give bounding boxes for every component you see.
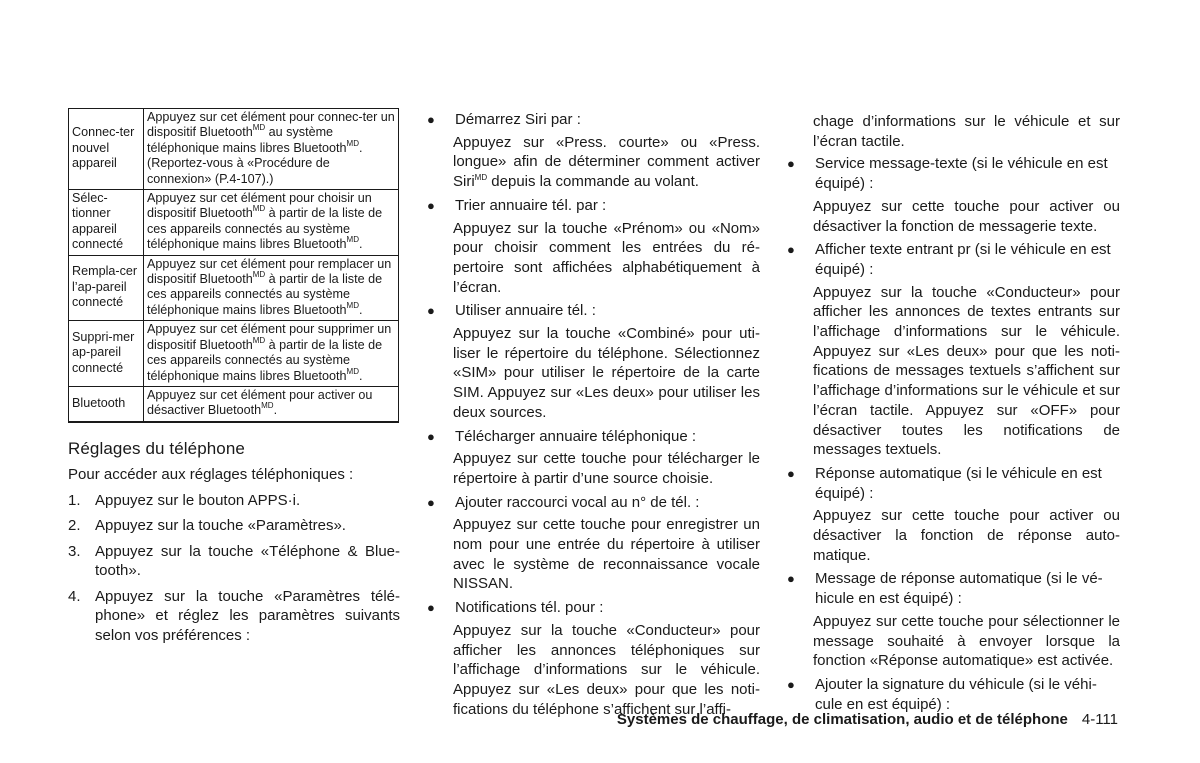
trademark-sup: MD [346,138,359,148]
left-column [68,108,400,651]
step-text: Appuyez sur la touche «Paramètres télé-phone» et réglez les paramètres suivants selon vos préférences : [95,587,400,644]
bullet-item [425,427,760,447]
trademark-sup: MD [252,204,266,214]
list-item [68,587,400,646]
section-heading: Réglages du téléphone [68,438,245,458]
bullet-label: Afficher texte entrant pr (si le véhicule en est équipé) : [815,241,1111,278]
bullet-description: Appuyez sur la touche «Conducteur» pour afficher les annonces téléphoniques sur l’affichage d’informations sur le véhicule. Appuyez sur «Les deux» pour que les noti-fications du téléphone s’affichent sur l’affi- [453,621,760,718]
step-text: Appuyez sur la touche «Paramètres». [95,517,346,535]
table-value: Appuyez sur cet élément pour supprimer un dispositif Bluetooth$^{MD}$ à partir de la liste de ces appareils connectés au système téléphonique mains libres Bluetooth$^{MD}$. [144,321,399,387]
bullet-label: Trier annuaire tél. par : [455,196,607,214]
bullet-label: Ajouter raccourci vocal au n° de tél. : [455,493,700,511]
device-settings-table [68,108,399,423]
bullet-icon: ● [427,428,435,444]
table-row [69,386,399,421]
continued-text: chage d’informations sur le véhicule et sur l’écran tactile. [813,113,1120,150]
bullet-description: Appuyez sur cette touche pour enregistrer un nom pour une entrée du répertoire à utiliser avec le système de reconnaissance vocale NISSAN. [453,516,760,593]
page-footer [0,711,1118,728]
table-key: Sélec-tionner appareil connecté [69,190,144,256]
step-number: 4. [68,587,81,605]
bullet-description: Appuyez sur la touche «Conducteur» pour afficher les annonces de textes entrants sur l’affichage d’informations sur le véhicule. Appuyez sur «Les deux» pour que les noti-fications de messages textuels s’affichent sur l’affichage d’informations sur le véhicule et sur l’écran tactile. Appuyez sur «OFF» pour désactiver toutes les notifications de messages textuels. [813,283,1120,459]
right-bullet-list [785,154,1120,714]
bullet-label: Message de réponse automatique (si le vé-hicule en est équipé) : [815,570,1103,608]
table-value: Appuyez sur cet élément pour choisir un dispositif Bluetooth$^{MD}$ à partir de la liste de ces appareils connectés au système téléphonique mains libres Bluetooth$^{MD}$. [144,190,399,256]
bullet-description: Appuyez sur cette touche pour activer ou désactiver la fonction de réponse auto-matique. [813,507,1120,564]
table-key: Connec-ter nouvel appareil [69,109,144,190]
bullet-icon: ● [787,676,795,692]
table-key: Bluetooth [69,386,144,421]
table-key: Rempla-cer l’ap-pareil connecté [69,255,144,321]
trademark-sup: MD [346,366,359,376]
table-row [69,321,399,387]
bullet-icon: ● [787,465,795,481]
bullet-label: Démarrez Siri par : [455,111,581,128]
table-body [69,109,399,422]
table-value: Appuyez sur cet élément pour activer ou désactiver Bluetooth$^{MD}$. [144,386,399,421]
middle-column [425,110,760,723]
page-number: 4-111 [1081,711,1118,728]
step-number: 1. [68,491,81,509]
trademark-sup: MD [252,123,266,133]
bullet-label: Télécharger annuaire téléphonique : [455,427,697,445]
list-item [68,491,400,511]
bullet-icon: ● [787,156,795,172]
bullet-label: Utiliser annuaire tél. : [455,302,596,320]
step-number: 2. [68,517,81,535]
bullet-description: Appuyez sur la touche «Prénom» ou «Nom» pour choisir comment les entrées du ré-pertoire sont affichées alphabétiquement à l’écran. [453,219,760,296]
bullet-item [785,675,1120,714]
bullet-item [425,196,760,216]
bullet-item [425,110,760,130]
table-value: Appuyez sur cet élément pour remplacer un dispositif Bluetooth$^{MD}$ à partir de la liste de ces appareils connectés au système téléphonique mains libres Bluetooth$^{MD}$. [144,255,399,321]
trademark-sup: MD [346,235,359,245]
trademark-sup: MD [252,335,266,345]
bullet-item [785,240,1120,279]
table-key: Suppri-mer ap-pareil connecté [69,321,144,387]
bullet-icon: ● [427,494,435,510]
step-text: Appuyez sur le bouton APPS·i. [95,491,301,509]
bullet-item [785,464,1120,503]
trademark-sup: MD [252,270,266,280]
bullet-description: Appuyez sur cette touche pour télécharger le répertoire à partir d’une source choisie. [453,450,760,487]
bullet-icon: ● [787,242,795,258]
bullet-icon: ● [427,600,435,616]
step-number: 3. [68,542,81,560]
bullet-icon: ● [787,571,795,587]
trademark-sup: MD [346,300,359,310]
bullet-icon: ● [427,197,435,213]
bullet-item [425,598,760,618]
steps-list [68,491,400,646]
table-row [69,109,399,190]
bullet-label: Notifications tél. pour : [455,599,604,617]
list-item [68,542,400,581]
bullet-item [425,301,760,321]
table-row [69,255,399,321]
footer-title: Systèmes de chauffage, de climatisation, audio et de téléphone [616,711,1068,728]
list-item [68,516,400,536]
bullet-description: Appuyez sur cette touche pour activer ou désactiver la fonction de messagerie texte. [813,197,1120,235]
bullet-label: Réponse automatique (si le véhicule en est équipé) : [815,464,1102,502]
trademark-sup: MD [474,173,488,183]
table-row [69,190,399,256]
bullet-item [785,569,1120,608]
bullet-item [425,493,760,513]
bullet-label: Service message-texte (si le véhicule en est équipé) : [815,155,1108,193]
trademark-sup: MD [261,401,274,411]
right-column [785,112,1120,714]
bullet-label: Ajouter la signature du véhicule (si le véhi-cule en est équipé) : [815,675,1097,713]
section-intro: Pour accéder aux réglages téléphoniques : [68,465,354,483]
bullet-icon: ● [427,303,435,319]
step-text: Appuyez sur la touche «Téléphone & Blue-tooth». [95,542,400,580]
bullet-icon: ● [427,112,435,127]
bullet-description: Appuyez sur «Press. courte» ou «Press. longue» afin de déterminer comment activer Siri$^{MD}$ depuis la commande au volant. [453,133,760,191]
bullet-description: Appuyez sur cette touche pour sélectionner le message souhaité à envoyer lorsque la fonction «Réponse automatique» est activée. [813,612,1120,670]
bullet-description: Appuyez sur la touche «Combiné» pour uti-liser le répertoire du téléphone. Sélectionnez «SIM» pour utiliser le répertoire de la carte SIM. Appuyez sur «Les deux» pour utiliser les deux sources. [453,325,760,421]
table-value: Appuyez sur cet élément pour connec-ter un dispositif Bluetooth$^{MD}$ au système téléphonique mains libres Bluetooth$^{MD}$. (Reportez-vous à «Procédure de connexion» (P.4-107).) [144,109,399,190]
bullet-item [785,154,1120,193]
